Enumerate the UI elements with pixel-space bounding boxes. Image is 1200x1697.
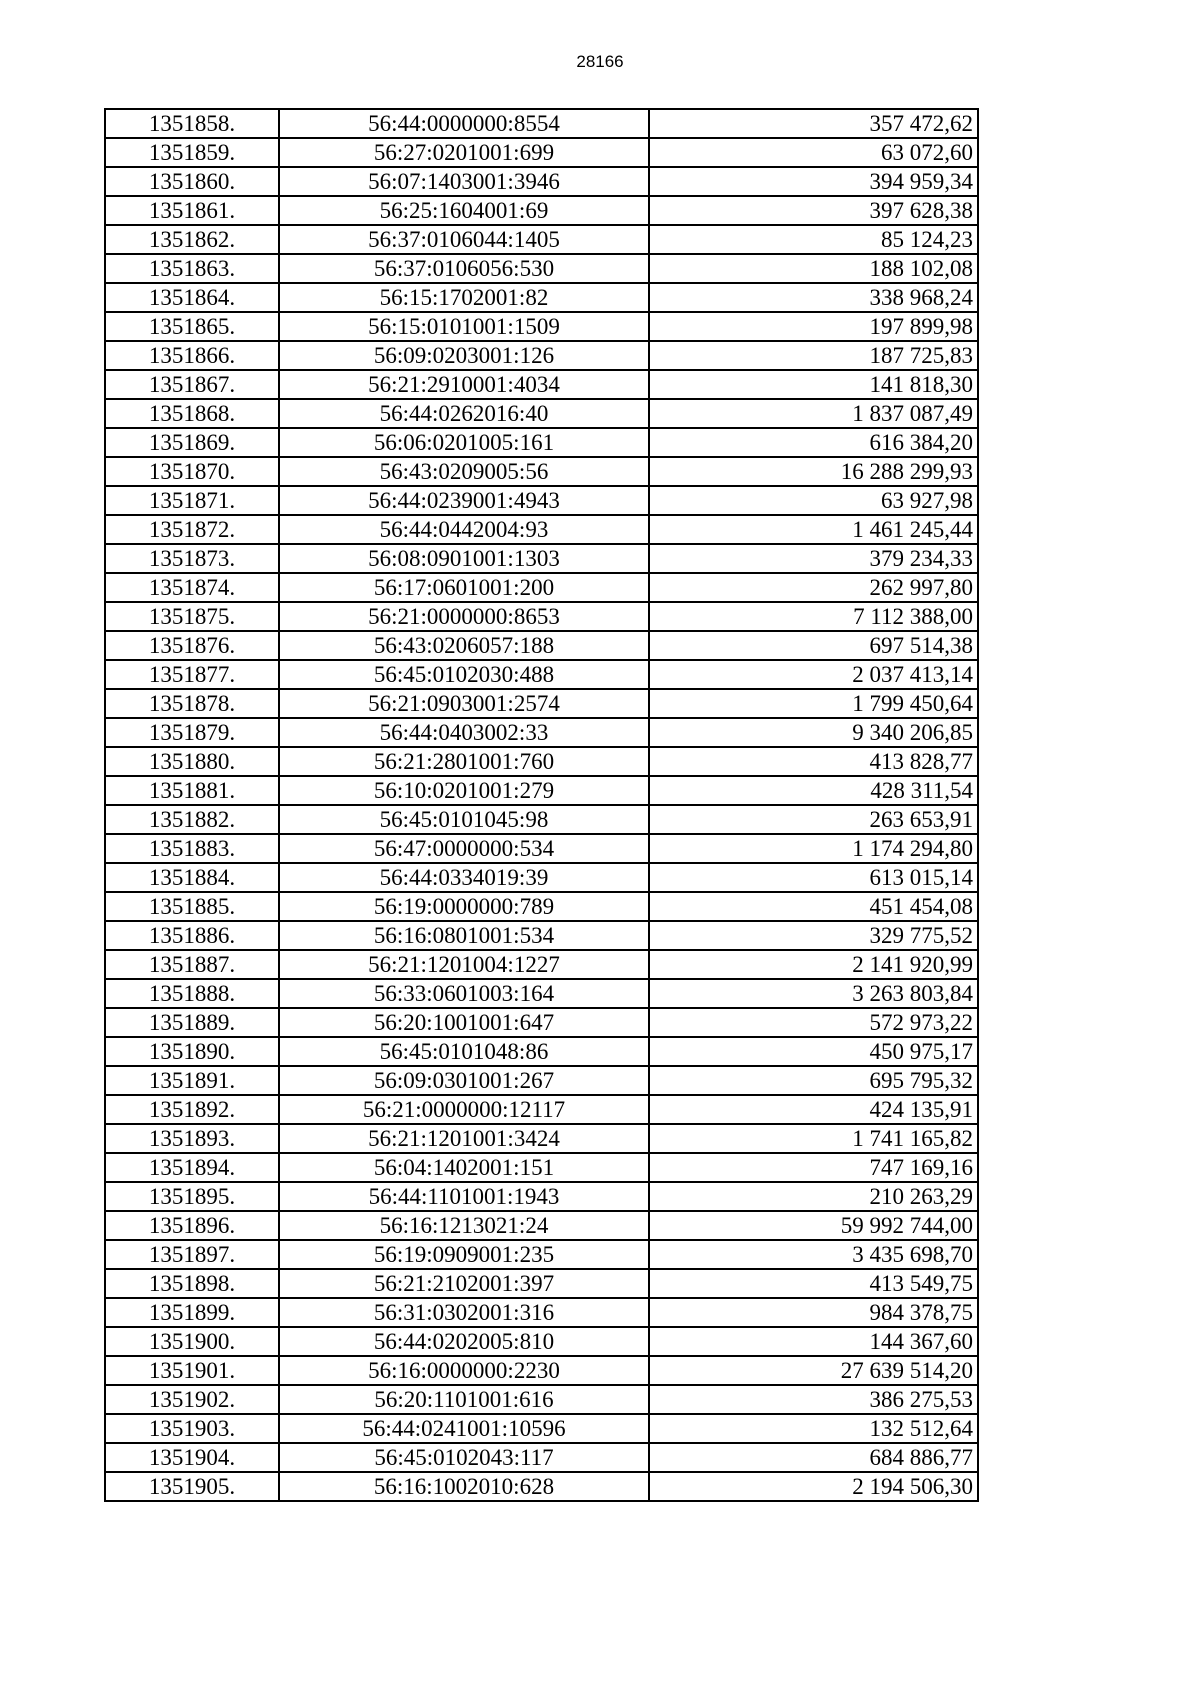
cadastral-number-cell: 56:45:0102030:488	[279, 660, 649, 689]
cadastral-value-cell: 1 799 450,64	[649, 689, 978, 718]
cadastral-number-cell: 56:16:1002010:628	[279, 1472, 649, 1501]
row-number-cell: 1351868.	[105, 399, 279, 428]
row-number-cell: 1351872.	[105, 515, 279, 544]
cadastral-number-cell: 56:06:0201005:161	[279, 428, 649, 457]
cadastral-value-cell: 1 174 294,80	[649, 834, 978, 863]
table-row	[105, 1095, 978, 1124]
table-body	[105, 109, 978, 1501]
table-row	[105, 950, 978, 979]
row-number-cell: 1351889.	[105, 1008, 279, 1037]
table-row	[105, 805, 978, 834]
row-number-cell: 1351904.	[105, 1443, 279, 1472]
row-number-cell: 1351869.	[105, 428, 279, 457]
row-number-cell: 1351898.	[105, 1269, 279, 1298]
row-number-cell: 1351859.	[105, 138, 279, 167]
cadastral-value-cell: 262 997,80	[649, 573, 978, 602]
cadastral-value-cell: 144 367,60	[649, 1327, 978, 1356]
cadastral-number-cell: 56:21:2801001:760	[279, 747, 649, 776]
row-number-cell: 1351877.	[105, 660, 279, 689]
cadastral-number-cell: 56:20:1001001:647	[279, 1008, 649, 1037]
cadastral-value-cell: 1 741 165,82	[649, 1124, 978, 1153]
table-row	[105, 1008, 978, 1037]
cadastral-value-cell: 697 514,38	[649, 631, 978, 660]
row-number-cell: 1351864.	[105, 283, 279, 312]
table-row	[105, 1066, 978, 1095]
cadastral-value-cell: 2 194 506,30	[649, 1472, 978, 1501]
table-row	[105, 1298, 978, 1327]
table-row	[105, 834, 978, 863]
row-number-cell: 1351865.	[105, 312, 279, 341]
cadastral-value-cell: 1 837 087,49	[649, 399, 978, 428]
table-row	[105, 1269, 978, 1298]
row-number-cell: 1351886.	[105, 921, 279, 950]
table-row	[105, 1385, 978, 1414]
cadastral-value-cell: 1 461 245,44	[649, 515, 978, 544]
cadastral-value-cell: 379 234,33	[649, 544, 978, 573]
table-row	[105, 863, 978, 892]
row-number-cell: 1351895.	[105, 1182, 279, 1211]
cadastral-number-cell: 56:21:1201001:3424	[279, 1124, 649, 1153]
table-row	[105, 544, 978, 573]
cadastral-value-cell: 695 795,32	[649, 1066, 978, 1095]
cadastral-value-cell: 357 472,62	[649, 109, 978, 138]
row-number-cell: 1351902.	[105, 1385, 279, 1414]
cadastral-value-cell: 424 135,91	[649, 1095, 978, 1124]
table-row	[105, 428, 978, 457]
row-number-cell: 1351894.	[105, 1153, 279, 1182]
cadastral-value-cell: 27 639 514,20	[649, 1356, 978, 1385]
table-row	[105, 196, 978, 225]
row-number-cell: 1351885.	[105, 892, 279, 921]
table-row	[105, 979, 978, 1008]
table-row	[105, 283, 978, 312]
cadastral-value-cell: 188 102,08	[649, 254, 978, 283]
cadastral-value-cell: 684 886,77	[649, 1443, 978, 1472]
cadastral-number-cell: 56:04:1402001:151	[279, 1153, 649, 1182]
row-number-cell: 1351882.	[105, 805, 279, 834]
table-row	[105, 225, 978, 254]
row-number-cell: 1351887.	[105, 950, 279, 979]
cadastral-number-cell: 56:21:0903001:2574	[279, 689, 649, 718]
table-row	[105, 1414, 978, 1443]
cadastral-number-cell: 56:43:0209005:56	[279, 457, 649, 486]
cadastral-value-cell: 3 263 803,84	[649, 979, 978, 1008]
cadastral-value-cell: 263 653,91	[649, 805, 978, 834]
cadastral-number-cell: 56:33:0601003:164	[279, 979, 649, 1008]
table-row	[105, 457, 978, 486]
table-row	[105, 399, 978, 428]
row-number-cell: 1351862.	[105, 225, 279, 254]
cadastral-value-cell: 141 818,30	[649, 370, 978, 399]
table-row	[105, 1472, 978, 1501]
table-row	[105, 776, 978, 805]
table-row	[105, 660, 978, 689]
row-number-cell: 1351883.	[105, 834, 279, 863]
cadastral-number-cell: 56:15:1702001:82	[279, 283, 649, 312]
page-number: 28166	[576, 52, 624, 71]
cadastral-number-cell: 56:15:0101001:1509	[279, 312, 649, 341]
cadastral-value-cell: 450 975,17	[649, 1037, 978, 1066]
table-row	[105, 1356, 978, 1385]
cadastral-number-cell: 56:37:0106056:530	[279, 254, 649, 283]
cadastral-number-cell: 56:21:2102001:397	[279, 1269, 649, 1298]
cadastral-number-cell: 56:43:0206057:188	[279, 631, 649, 660]
cadastral-number-cell: 56:44:0202005:810	[279, 1327, 649, 1356]
table-row	[105, 1211, 978, 1240]
cadastral-number-cell: 56:44:0239001:4943	[279, 486, 649, 515]
cadastral-number-cell: 56:21:1201004:1227	[279, 950, 649, 979]
table-row	[105, 1153, 978, 1182]
row-number-cell: 1351860.	[105, 167, 279, 196]
cadastral-value-cell: 397 628,38	[649, 196, 978, 225]
cadastral-value-cell: 132 512,64	[649, 1414, 978, 1443]
cadastral-number-cell: 56:31:0302001:316	[279, 1298, 649, 1327]
row-number-cell: 1351858.	[105, 109, 279, 138]
cadastral-value-cell: 338 968,24	[649, 283, 978, 312]
cadastral-value-cell: 197 899,98	[649, 312, 978, 341]
cadastral-number-cell: 56:44:0000000:8554	[279, 109, 649, 138]
cadastral-value-cell: 59 992 744,00	[649, 1211, 978, 1240]
cadastral-value-cell: 187 725,83	[649, 341, 978, 370]
row-number-cell: 1351879.	[105, 718, 279, 747]
cadastral-number-cell: 56:20:1101001:616	[279, 1385, 649, 1414]
row-number-cell: 1351892.	[105, 1095, 279, 1124]
row-number-cell: 1351861.	[105, 196, 279, 225]
cadastral-value-table	[104, 108, 979, 1502]
row-number-cell: 1351876.	[105, 631, 279, 660]
cadastral-value-cell: 428 311,54	[649, 776, 978, 805]
cadastral-number-cell: 56:44:0241001:10596	[279, 1414, 649, 1443]
cadastral-value-cell: 63 072,60	[649, 138, 978, 167]
cadastral-value-cell: 9 340 206,85	[649, 718, 978, 747]
cadastral-number-cell: 56:45:0101048:86	[279, 1037, 649, 1066]
table-row	[105, 689, 978, 718]
cadastral-number-cell: 56:19:0909001:235	[279, 1240, 649, 1269]
cadastral-number-cell: 56:44:0442004:93	[279, 515, 649, 544]
cadastral-number-cell: 56:07:1403001:3946	[279, 167, 649, 196]
table-row	[105, 1240, 978, 1269]
row-number-cell: 1351905.	[105, 1472, 279, 1501]
table-row	[105, 109, 978, 138]
cadastral-number-cell: 56:09:0203001:126	[279, 341, 649, 370]
cadastral-number-cell: 56:09:0301001:267	[279, 1066, 649, 1095]
cadastral-value-cell: 85 124,23	[649, 225, 978, 254]
row-number-cell: 1351866.	[105, 341, 279, 370]
cadastral-number-cell: 56:37:0106044:1405	[279, 225, 649, 254]
cadastral-value-cell: 394 959,34	[649, 167, 978, 196]
table-row	[105, 138, 978, 167]
table-row	[105, 515, 978, 544]
cadastral-value-cell: 386 275,53	[649, 1385, 978, 1414]
row-number-cell: 1351874.	[105, 573, 279, 602]
cadastral-number-cell: 56:44:0262016:40	[279, 399, 649, 428]
cadastral-number-cell: 56:16:0000000:2230	[279, 1356, 649, 1385]
cadastral-value-cell: 451 454,08	[649, 892, 978, 921]
cadastral-value-cell: 984 378,75	[649, 1298, 978, 1327]
cadastral-number-cell: 56:21:2910001:4034	[279, 370, 649, 399]
table-row	[105, 486, 978, 515]
row-number-cell: 1351888.	[105, 979, 279, 1008]
row-number-cell: 1351878.	[105, 689, 279, 718]
cadastral-number-cell: 56:10:0201001:279	[279, 776, 649, 805]
cadastral-number-cell: 56:45:0102043:117	[279, 1443, 649, 1472]
cadastral-value-cell: 2 141 920,99	[649, 950, 978, 979]
row-number-cell: 1351873.	[105, 544, 279, 573]
cadastral-value-cell: 16 288 299,93	[649, 457, 978, 486]
cadastral-value-cell: 413 549,75	[649, 1269, 978, 1298]
cadastral-number-cell: 56:08:0901001:1303	[279, 544, 649, 573]
cadastral-number-cell: 56:44:1101001:1943	[279, 1182, 649, 1211]
cadastral-value-cell: 613 015,14	[649, 863, 978, 892]
table-row	[105, 1182, 978, 1211]
cadastral-number-cell: 56:45:0101045:98	[279, 805, 649, 834]
cadastral-number-cell: 56:16:1213021:24	[279, 1211, 649, 1240]
table-row	[105, 167, 978, 196]
cadastral-number-cell: 56:21:0000000:12117	[279, 1095, 649, 1124]
table-row	[105, 1037, 978, 1066]
cadastral-value-cell: 329 775,52	[649, 921, 978, 950]
row-number-cell: 1351863.	[105, 254, 279, 283]
cadastral-number-cell: 56:16:0801001:534	[279, 921, 649, 950]
row-number-cell: 1351897.	[105, 1240, 279, 1269]
row-number-cell: 1351880.	[105, 747, 279, 776]
table-row	[105, 892, 978, 921]
table-row	[105, 631, 978, 660]
cadastral-value-cell: 2 037 413,14	[649, 660, 978, 689]
cadastral-value-cell: 413 828,77	[649, 747, 978, 776]
row-number-cell: 1351903.	[105, 1414, 279, 1443]
table-row	[105, 254, 978, 283]
cadastral-value-cell: 616 384,20	[649, 428, 978, 457]
row-number-cell: 1351893.	[105, 1124, 279, 1153]
cadastral-value-cell: 747 169,16	[649, 1153, 978, 1182]
table-row	[105, 921, 978, 950]
cadastral-value-cell: 210 263,29	[649, 1182, 978, 1211]
cadastral-number-cell: 56:44:0334019:39	[279, 863, 649, 892]
cadastral-value-cell: 63 927,98	[649, 486, 978, 515]
table-row	[105, 718, 978, 747]
row-number-cell: 1351884.	[105, 863, 279, 892]
cadastral-number-cell: 56:27:0201001:699	[279, 138, 649, 167]
cadastral-number-cell: 56:21:0000000:8653	[279, 602, 649, 631]
cadastral-value-cell: 3 435 698,70	[649, 1240, 978, 1269]
cadastral-value-cell: 7 112 388,00	[649, 602, 978, 631]
row-number-cell: 1351875.	[105, 602, 279, 631]
row-number-cell: 1351899.	[105, 1298, 279, 1327]
table-row	[105, 573, 978, 602]
row-number-cell: 1351881.	[105, 776, 279, 805]
table-row	[105, 1443, 978, 1472]
row-number-cell: 1351870.	[105, 457, 279, 486]
cadastral-value-cell: 572 973,22	[649, 1008, 978, 1037]
cadastral-number-cell: 56:25:1604001:69	[279, 196, 649, 225]
cadastral-number-cell: 56:17:0601001:200	[279, 573, 649, 602]
table-row	[105, 1124, 978, 1153]
row-number-cell: 1351896.	[105, 1211, 279, 1240]
row-number-cell: 1351900.	[105, 1327, 279, 1356]
table-row	[105, 747, 978, 776]
cadastral-number-cell: 56:44:0403002:33	[279, 718, 649, 747]
table-row	[105, 312, 978, 341]
table-row	[105, 1327, 978, 1356]
row-number-cell: 1351901.	[105, 1356, 279, 1385]
row-number-cell: 1351871.	[105, 486, 279, 515]
row-number-cell: 1351867.	[105, 370, 279, 399]
table-row	[105, 370, 978, 399]
table-row	[105, 341, 978, 370]
cadastral-number-cell: 56:47:0000000:534	[279, 834, 649, 863]
row-number-cell: 1351890.	[105, 1037, 279, 1066]
cadastral-number-cell: 56:19:0000000:789	[279, 892, 649, 921]
table-row	[105, 602, 978, 631]
row-number-cell: 1351891.	[105, 1066, 279, 1095]
